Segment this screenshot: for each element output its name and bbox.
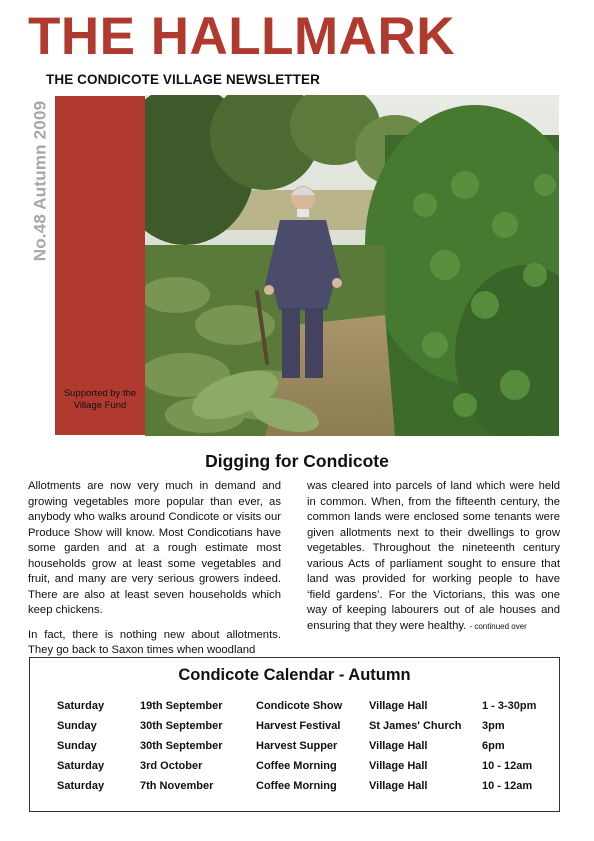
event-date: 30th September xyxy=(140,740,223,752)
event-day: Sunday xyxy=(57,740,97,752)
calendar-row xyxy=(30,740,559,756)
article-headline: Digging for Condicote xyxy=(205,451,389,471)
events-calendar xyxy=(29,657,560,812)
article-paragraph: In fact, there is nothing new about allotments. They go back to Saxon times when woodland xyxy=(28,628,281,656)
article-paragraph-text: was cleared into parcels of land which were held in common. When, from the fifteenth century, the common lands were enclosed some tenants were given allotments next to their dwellings to grow vegetables. Throughout the nineteenth century various Acts of parliament sought to ensure that land was provided for working people to have ‘field gardens’. For the Victorians, this was one way of keeping labourers out of ale houses and ensuring that they were healthy. xyxy=(307,480,560,632)
event-time: 6pm xyxy=(482,740,505,752)
event-date: 3rd October xyxy=(140,760,203,772)
calendar-row xyxy=(30,700,559,716)
calendar-row xyxy=(30,720,559,736)
newsletter-title: THE HALLMARK xyxy=(28,7,455,66)
event-name: Harvest Supper xyxy=(256,740,338,752)
event-name: Coffee Morning xyxy=(256,760,337,772)
article-column-left xyxy=(28,479,281,668)
photo-gardener-in-allotment-icon xyxy=(145,95,559,436)
article-paragraph xyxy=(307,479,560,634)
calendar-title: Condicote Calendar - Autumn xyxy=(178,666,411,684)
event-venue: Village Hall xyxy=(369,780,428,792)
red-side-band xyxy=(55,96,145,435)
event-venue: St James' Church xyxy=(369,720,462,732)
event-time: 10 - 12am xyxy=(482,780,533,792)
event-name: Condicote Show xyxy=(256,700,343,712)
event-venue: Village Hall xyxy=(369,760,428,772)
event-name: Harvest Festival xyxy=(256,720,341,732)
event-time: 3pm xyxy=(482,720,505,732)
event-venue: Village Hall xyxy=(369,740,428,752)
article-paragraph: Allotments are now very much in demand and growing vegetables more popular than ever, as anybody who walks around Condicote or visits our Produce Show will know. Most Condicotians have some garden and at a rough estimate most households grow at least some vegetables and fruit, and many are very serious growers indeed. There are also at least seven households which keep chickens. xyxy=(28,480,281,616)
newsletter-subtitle: THE CONDICOTE VILLAGE NEWSLETTER xyxy=(46,72,320,87)
event-date: 7th November xyxy=(140,780,214,792)
calendar-row xyxy=(30,760,559,776)
event-date: 30th September xyxy=(140,720,223,732)
issue-label: No.48 Autumn 2009 xyxy=(30,100,50,262)
event-day: Saturday xyxy=(57,780,105,792)
cover-photo xyxy=(145,95,559,436)
event-time: 1 - 3-30pm xyxy=(482,700,537,712)
event-day: Sunday xyxy=(57,720,97,732)
support-note: Supported by the Village Fund xyxy=(63,388,137,411)
event-name: Coffee Morning xyxy=(256,780,337,792)
issue-label-container xyxy=(28,96,52,266)
event-day: Saturday xyxy=(57,760,105,772)
calendar-row xyxy=(30,780,559,796)
article-column-right xyxy=(307,479,560,643)
event-day: Saturday xyxy=(57,700,105,712)
continued-over-note: - continued over xyxy=(469,621,527,631)
event-time: 10 - 12am xyxy=(482,760,533,772)
event-venue: Village Hall xyxy=(369,700,428,712)
event-date: 19th September xyxy=(140,700,223,712)
